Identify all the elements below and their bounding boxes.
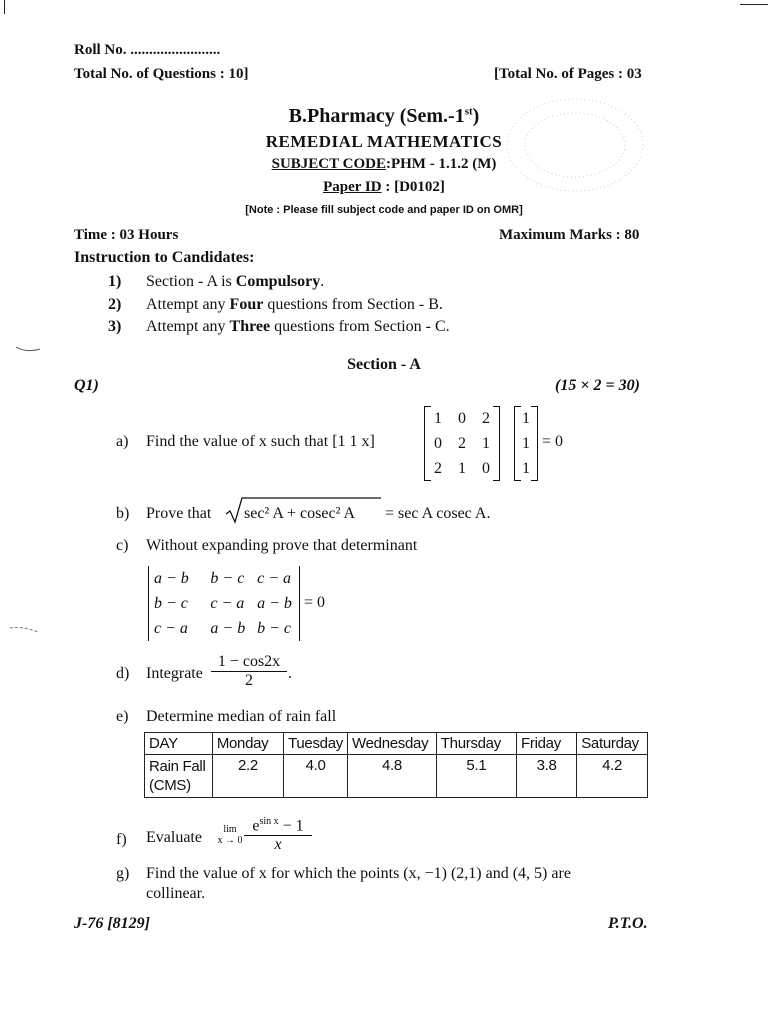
stamp-icon [500, 90, 650, 200]
question-d-label: d) [116, 665, 130, 682]
omr-note: [Note : Please fill subject code and paper ID on OMR] [245, 204, 523, 216]
instruction-item: 3) Attempt any Three questions from Section - C. [108, 318, 450, 335]
table-cell: 5.1 [436, 755, 516, 798]
scan-mark [8, 624, 42, 636]
question-e-text: Determine median of rain fall [146, 708, 337, 725]
table-header-cell: DAY [145, 733, 213, 755]
limit-operator: lim x → 0 [217, 824, 243, 846]
time-allowed: Time : 03 Hours [74, 227, 179, 243]
table-header-cell: Friday [517, 733, 577, 755]
question-g-label: g) [116, 865, 130, 882]
question-d-text: Integrate [146, 665, 203, 682]
question-marks: (15 × 2 = 30) [555, 377, 640, 394]
table-row [145, 755, 648, 798]
pto: P.T.O. [608, 915, 648, 932]
question-g-line-1: Find the value of x for which the points (x, −1) (2,1) and (4, 5) are [146, 865, 571, 882]
table-cell: 4.8 [348, 755, 437, 798]
question-a-text: Find the value of x such that [1 1 x] [146, 433, 375, 450]
scan-mark [14, 343, 44, 355]
scan-mark [4, 0, 5, 14]
fraction: $e^{sin x} - 1$ x [244, 816, 312, 854]
question-b-label: b) [116, 505, 130, 522]
table-cell: 4.2 [577, 755, 648, 798]
question-number: Q1) [74, 377, 99, 394]
total-pages: [Total No. of Pages : 03 [494, 66, 642, 82]
column-vector: 1 1 1 [514, 406, 538, 481]
table-header-cell: Wednesday [348, 733, 437, 755]
rainfall-table [144, 732, 648, 798]
fraction: 1 − cos2x 2 [211, 653, 287, 690]
scan-mark [740, 4, 768, 5]
equals-zero: = 0 [304, 594, 326, 611]
total-questions: Total No. of Questions : 10] [74, 66, 249, 82]
paper-id: Paper ID : [D0102] [323, 179, 445, 195]
question-a-label: a) [116, 433, 129, 450]
question-b-rhs: = sec A cosec A. [385, 505, 491, 522]
section-a-title: Section - A [347, 356, 421, 373]
table-cell: 2.2 [212, 755, 283, 798]
table-cell: 3.8 [517, 755, 577, 798]
question-c-label: c) [116, 537, 129, 554]
question-e-label: e) [116, 708, 129, 725]
question-c-text: Without expanding prove that determinant [146, 537, 418, 554]
subject-code: SUBJECT CODE:PHM - 1.1.2 (M) [271, 156, 497, 172]
instruction-item: 2) Attempt any Four questions from Section - B. [108, 296, 443, 313]
period: . [288, 665, 292, 682]
maximum-marks: Maximum Marks : 80 [499, 227, 640, 243]
paper-code: J-76 [8129] [74, 915, 150, 932]
table-cell: 4.0 [284, 755, 348, 798]
equals-zero: = 0 [542, 433, 564, 450]
table-row-label: Rain Fall (CMS) [145, 755, 213, 798]
table-header-cell: Thursday [436, 733, 516, 755]
matrix-3x3: 1 0 2 0 2 1 2 1 0 [424, 406, 500, 481]
table-row [145, 733, 648, 755]
radicand: sec² A + cosec² A [244, 505, 356, 522]
instruction-item: 1) Section - A is Compulsory. [108, 273, 325, 290]
determinant: a − b b − c c − a b − c c − a a − b c − a a − b b − c [146, 566, 302, 641]
roll-no: Roll No. ........................ [74, 42, 221, 58]
instructions-heading: Instruction to Candidates: [74, 249, 255, 266]
table-header-cell: Saturday [577, 733, 648, 755]
course-title: B.Pharmacy (Sem.-1st) [288, 105, 480, 127]
question-b-text: Prove that [146, 505, 212, 522]
table-header-cell: Monday [212, 733, 283, 755]
question-g-line-2: collinear. [146, 885, 206, 902]
table-header-cell: Tuesday [284, 733, 348, 755]
question-f-label: f) [116, 831, 127, 848]
subject-title: REMEDIAL MATHEMATICS [265, 132, 503, 151]
question-f-text: Evaluate [146, 829, 202, 846]
